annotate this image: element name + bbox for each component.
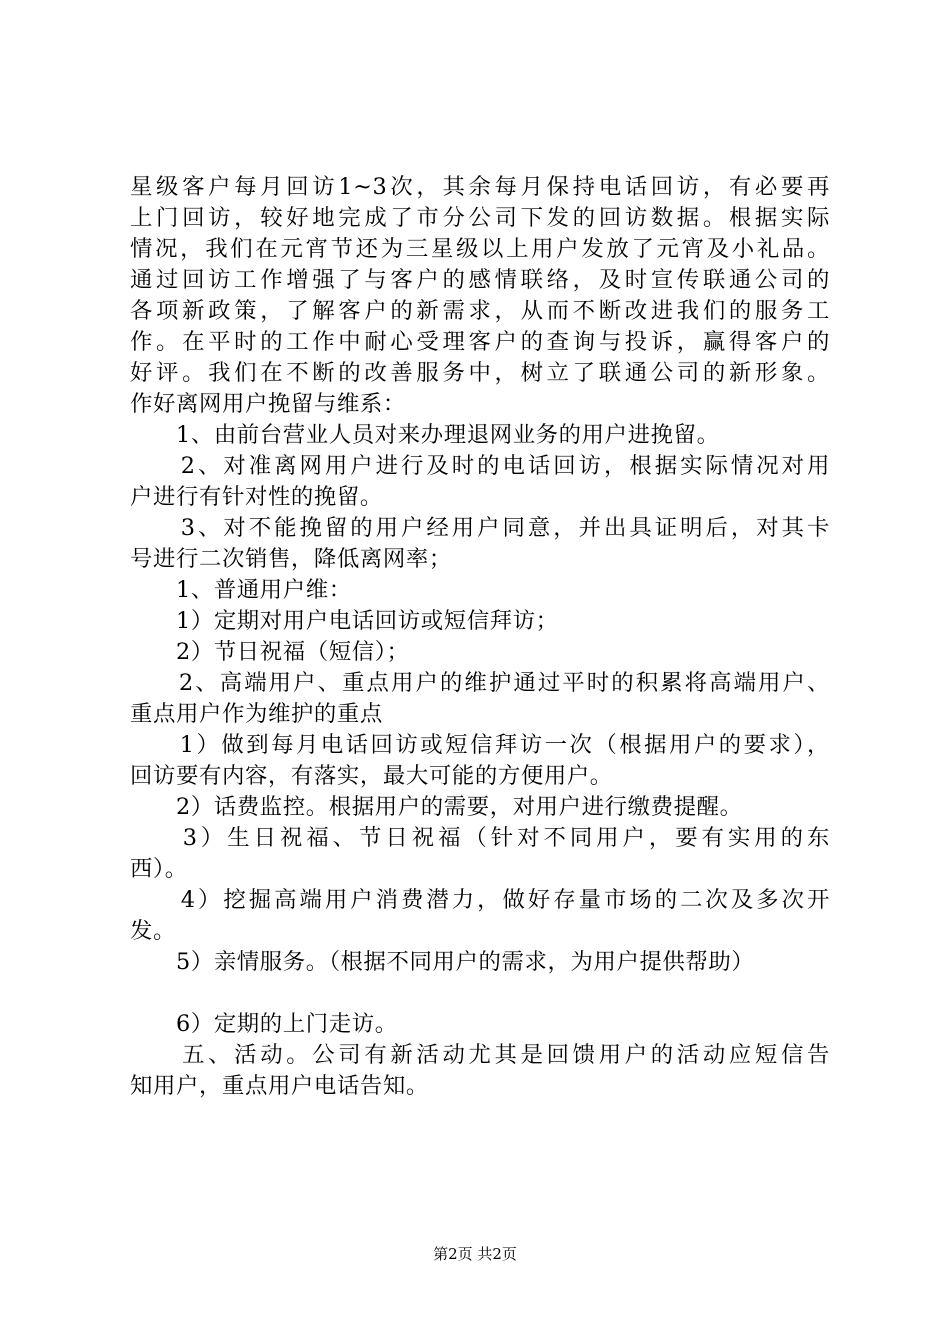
text-line: 3）生日祝福、节日祝福（针对不同用户，要有实用的东 [130,825,830,851]
text-line: 情况，我们在元宵节还为三星级以上用户发放了元宵及小礼品。 [130,236,830,262]
text-line: 户进行有针对性的挽留。 [130,484,383,510]
text-line: 作好离网用户挽留与维系： [130,391,406,417]
text-line: 知用户，重点用户电话告知。 [130,1073,429,1099]
text-line: 6）定期的上门走访。 [130,1011,398,1037]
text-line: 2、高端用户、重点用户的维护通过平时的积累将高端用户、 [130,670,830,696]
blank-line [130,978,830,1009]
text-line: 好评。我们在不断的改善服务中，树立了联通公司的新形象。 [130,360,830,386]
text-line: 5）亲情服务。（根据不同用户的需求，为用户提供帮助） [130,949,755,975]
text-line: 4）挖掘高端用户消费潜力，做好存量市场的二次及多次开 [130,887,830,913]
text-line: 2、对准离网用户进行及时的电话回访，根据实际情况对用 [130,453,830,479]
text-line: 上门回访，较好地完成了市分公司下发的回访数据。根据实际 [130,205,830,231]
text-line: 回访要有内容，有落实，最大可能的方便用户。 [130,763,613,789]
text-line: 2）话费监控。根据用户的需要，对用户进行缴费提醒。 [130,794,743,820]
text-line: 西）。 [130,856,188,882]
text-line: 通过回访工作增强了与客户的感情联络，及时宣传联通公司的 [130,267,830,293]
text-line: 1）定期对用户电话回访或短信拜访； [130,608,559,634]
text-line: 作。在平时的工作中耐心受理客户的查询与投诉，赢得客户的 [130,329,830,355]
text-line: 发。 [130,918,176,944]
text-line: 1）做到每月电话回访或短信拜访一次（根据用户的要求）， [130,732,830,758]
document-body [130,172,830,1102]
text-line: 星级客户每月回访1~3次，其余每月保持电话回访，有必要再 [130,174,830,200]
text-line: 重点用户作为维护的重点 [130,701,383,727]
text-line: 3、对不能挽留的用户经用户同意，并出具证明后，对其卡 [130,515,830,541]
text-line: 号进行二次销售，降低离网率； [130,546,452,572]
page-number-footer: 第2页 共2页 [433,1245,517,1263]
text-line: 五、活动。公司有新活动尤其是回馈用户的活动应短信告 [130,1042,830,1068]
text-line: 1、普通用户维： [130,577,352,603]
text-line: 2）节日祝福（短信）； [130,639,410,665]
text-line: 各项新政策，了解客户的新需求，从而不断改进我们的服务工 [130,298,830,324]
text-line: 1、由前台营业人员对来办理退网业务的用户进挽留。 [130,422,720,448]
